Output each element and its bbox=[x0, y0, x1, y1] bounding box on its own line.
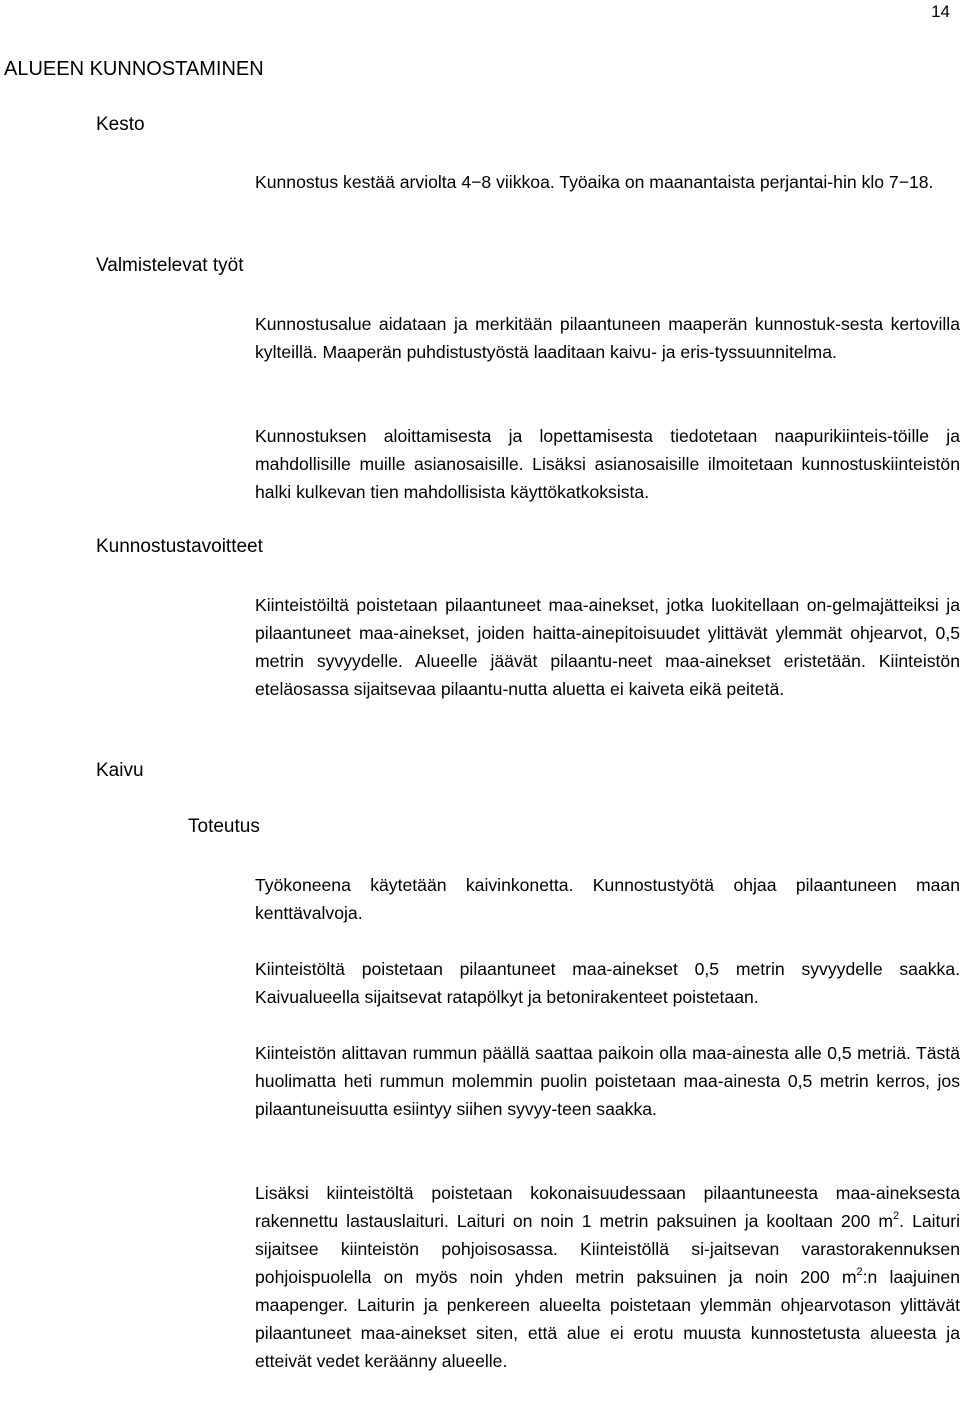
heading-toteutus: Toteutus bbox=[188, 816, 260, 837]
heading-kaivu: Kaivu bbox=[96, 760, 144, 781]
section-title: ALUEEN KUNNOSTAMINEN bbox=[4, 58, 264, 80]
paragraph-valmistelevat-1: Kunnostusalue aidataan ja merkitään pilaantuneen maaperän kunnostuk-sesta kertovilla kylteillä. Maaperän puhdistustyöstä laaditaan kaivu- ja eris-tyssuunnitelma. bbox=[255, 314, 960, 362]
heading-kunnostustavoitteet: Kunnostustavoitteet bbox=[96, 536, 263, 557]
paragraph-valmistelevat-2: Kunnostuksen aloittamisesta ja lopettamisesta tiedotetaan naapurikiinteis-töille ja mahdollisille muille asianosaisille. Lisäksi asianosaisille ilmoitetaan kunnostuskiinteistön halki kulkevan tien mahdollisista käyttökatkoksista. bbox=[255, 426, 960, 502]
paragraph-toteutus-4-part1: Lisäksi kiinteistöltä poistetaan kokonaisuudessaan pilaantuneesta maa-aineksesta rakennettu lastauslaituri. Laituri on noin 1 metrin paksuinen ja kooltaan 200 m bbox=[255, 1183, 960, 1231]
paragraph-toteutus-4-part3: :n laajuinen maapenger. Laiturin ja penkereen alueelta poistetaan ylemmän ohjearvotason ylittävät pilaantuneet maa-ainekset siten, että alue ei erotu muusta kunnostetusta alueesta ja etteivät vedet keräänny alueelle. bbox=[255, 1267, 960, 1371]
page-number: 14 bbox=[931, 2, 950, 21]
paragraph-kunnostustavoitteet: Kiinteistöiltä poistetaan pilaantuneet maa-ainekset, jotka luokitellaan on-gelmajätteiksi ja pilaantuneet maa-ainekset, joiden haitta-ainepitoisuudet ylittävät ylemmät ohjearvot, 0,5 metrin syvyydelle. Alueelle jäävät pilaantu-neet maa-ainekset eristetään. Kiinteistön eteläosassa sijaitsevaa pilaantu-nutta aluetta ei kaiveta eikä peitetä. bbox=[255, 595, 960, 699]
heading-kesto: Kesto bbox=[96, 114, 145, 135]
paragraph-toteutus-4 bbox=[255, 1179, 960, 1375]
paragraph-toteutus-2: Kiinteistöltä poistetaan pilaantuneet maa-ainekset 0,5 metrin syvyydelle saakka. Kaivualueella sijaitsevat ratapölkyt ja betonirakenteet poistetaan. bbox=[255, 959, 960, 1007]
heading-valmistelevat-tyot: Valmistelevat työt bbox=[96, 255, 244, 276]
paragraph-toteutus-4-part2: . Laituri sijaitsee kiinteistön pohjoisosassa. Kiinteistöllä si-jaitsevan varastorakennuksen pohjoispuolella on myös noin yhden metrin paksuinen ja noin 200 m bbox=[255, 1211, 960, 1287]
superscript-squared-2: 2 bbox=[856, 1266, 863, 1279]
paragraph-toteutus-3: Kiinteistön alittavan rummun päällä saattaa paikoin olla maa-ainesta alle 0,5 metriä. Tästä huolimatta heti rummun molemmin puolin poistetaan maa-ainesta 0,5 metrin kerros, jos pilaantuneisuutta esiintyy siihen syvyy-teen saakka. bbox=[255, 1043, 960, 1119]
paragraph-toteutus-1: Työkoneena käytetään kaivinkonetta. Kunnostustyötä ohjaa pilaantuneen maan kenttävalvoja. bbox=[255, 875, 960, 923]
paragraph-kesto: Kunnostus kestää arviolta 4−8 viikkoa. Työaika on maanantaista perjantai-hin klo 7−18. bbox=[255, 172, 934, 192]
superscript-squared-1: 2 bbox=[893, 1210, 900, 1223]
